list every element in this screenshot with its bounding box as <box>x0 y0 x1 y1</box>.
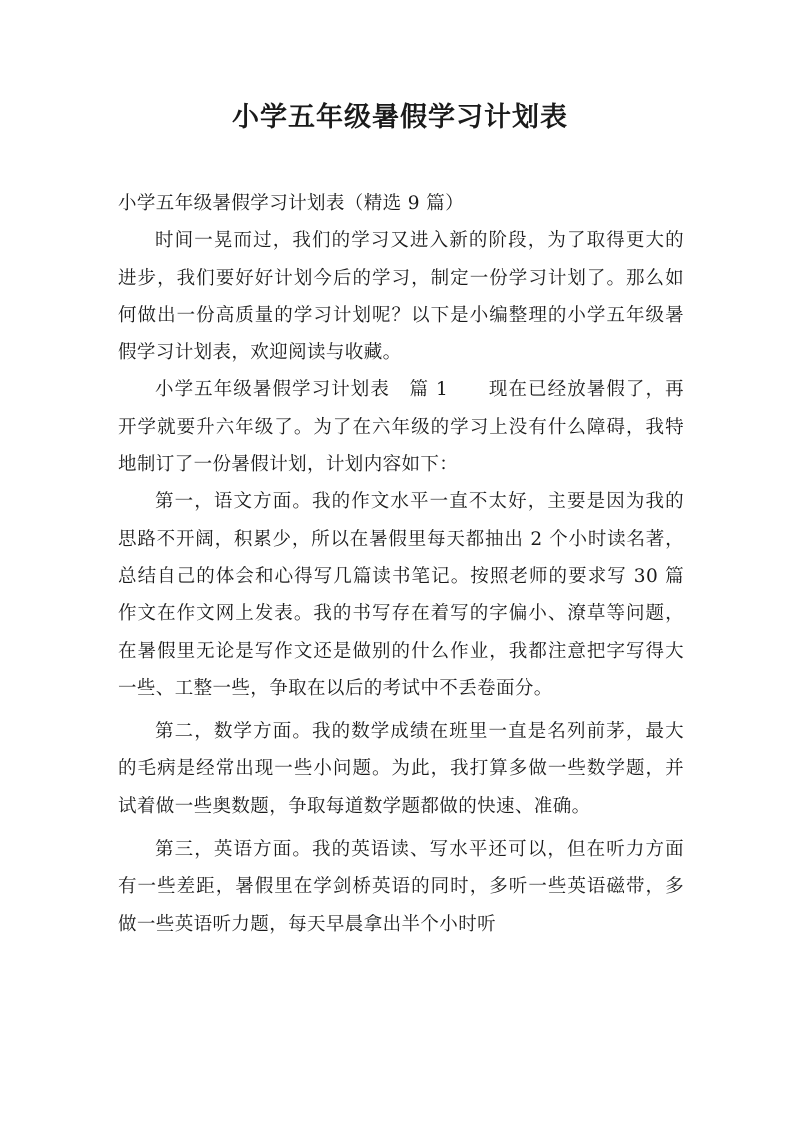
document-body <box>118 185 684 943</box>
math-paragraph: 第二，数学方面。我的数学成绩在班里一直是名列前茅，最大的毛病是经常出现一些小问题。为此，我打算多做一些数学题，并试着做一些奥数题，争取每道数学题都做的快速、准确。 <box>118 721 684 817</box>
english-paragraph: 第三，英语方面。我的英语读、写水平还可以，但在听力方面有一些差距，暑假里在学剑桥英语的同时，多听一些英语磁带，多做一些英语听力题，每天早晨拿出半个小时听 <box>118 839 684 935</box>
intro-paragraph: 时间一晃而过，我们的学习又进入新的阶段，为了取得更大的进步，我们要好好计划今后的学习，制定一份学习计划了。那么如何做出一份高质量的学习计划呢？以下是小编整理的小学五年级暑假学习计划表，欢迎阅读与收藏。 <box>118 230 684 364</box>
document-title: 小学五年级暑假学习计划表 <box>232 102 568 133</box>
chinese-paragraph: 第一，语文方面。我的作文水平一直不太好，主要是因为我的思路不开阔，积累少，所以在暑假里每天都抽出 2 个小时读名著，总结自己的体会和心得写几篇读书笔记。按照老师的要求写 30 篇作文在作文网上发表。我的书写存在着写的字偏小、潦草等问题，在暑假里无论是写作文还是做别的什么作业，我都注意把字写得大一些、工整一些，争取在以后的考试中不丢卷面分。 <box>118 491 684 699</box>
section-paragraph <box>118 371 684 483</box>
section-heading: 小学五年级暑假学习计划表 篇 1 <box>155 379 449 401</box>
section-lead: 现在已经放暑假了，再开学就要升六年级了。为了在六年级的学习上没有什么障碍，我特地制订了一份暑假计划，计划内容如下： <box>118 379 684 476</box>
document-subtitle: 小学五年级暑假学习计划表（精选 9 篇） <box>118 193 465 214</box>
